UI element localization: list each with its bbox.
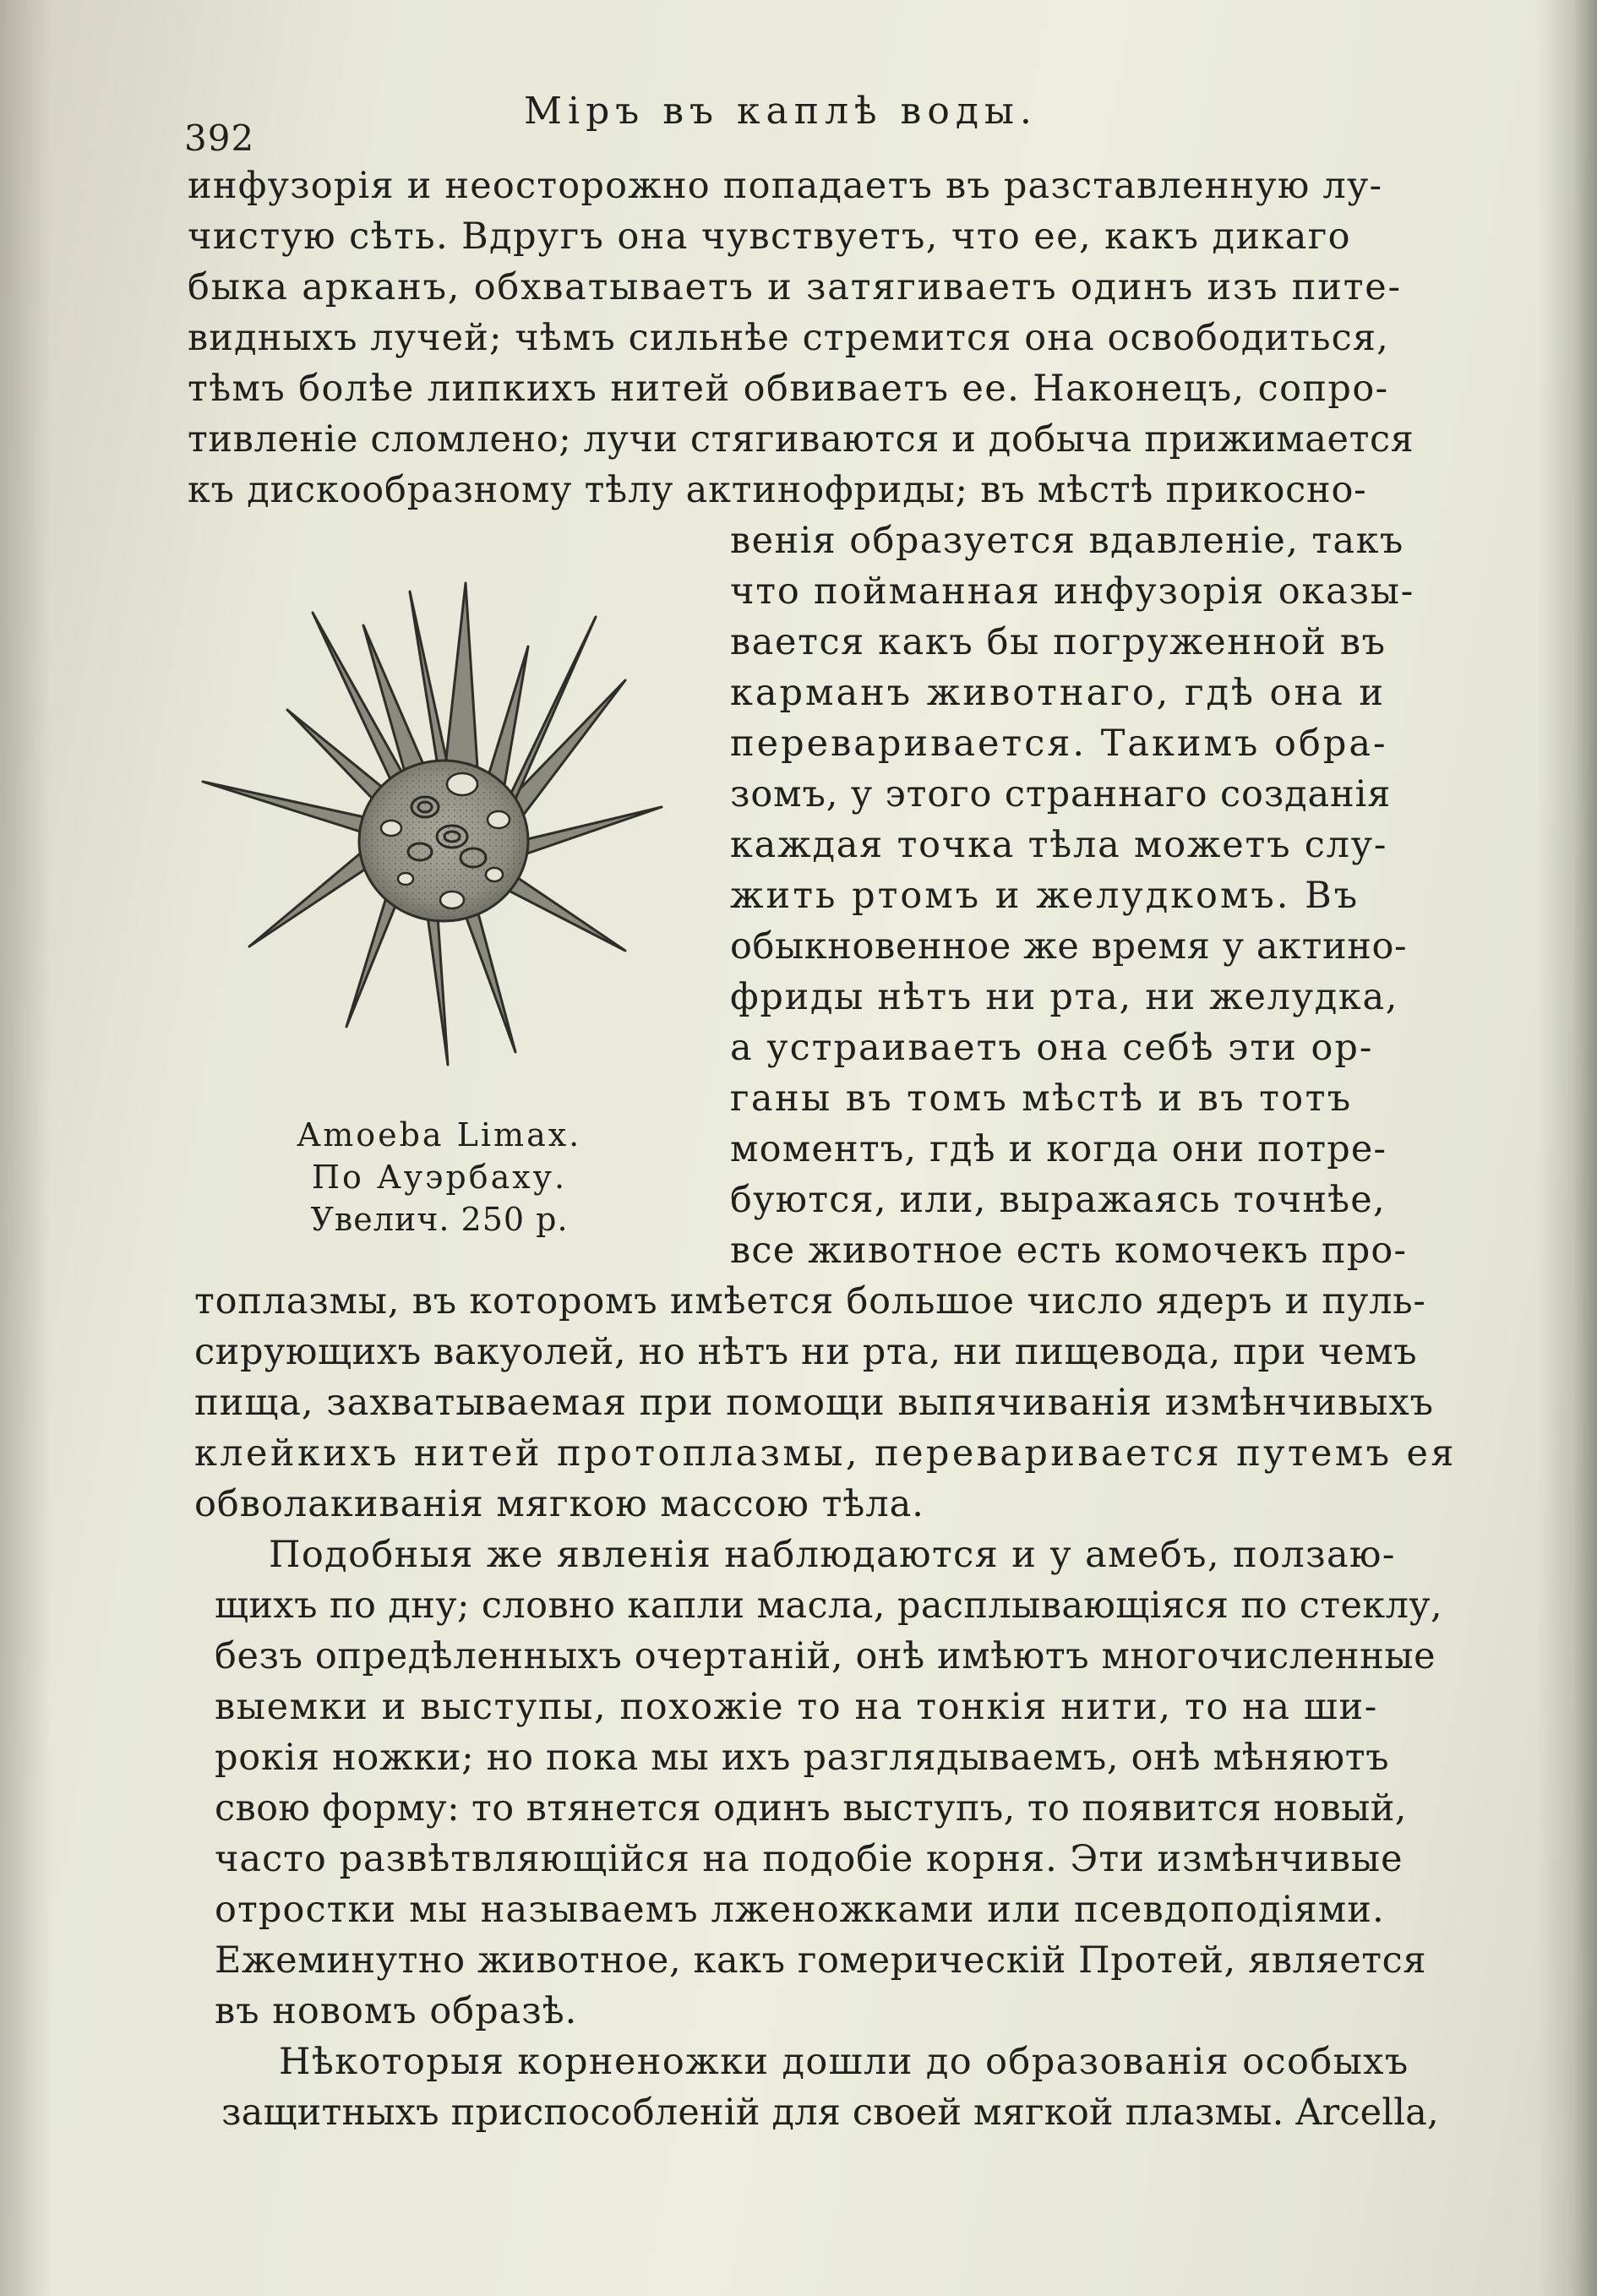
text-line: карманъ животнаго, гдѣ она и	[730, 672, 1387, 714]
text-line: все животное есть комочекъ про-	[730, 1230, 1408, 1272]
text-line: Нѣкоторыя корненожки дошли до образованія особыхъ	[279, 2041, 1409, 2083]
text-line: къ дискообразному тѣлу актинофриды; въ мѣстѣ прикосно-	[188, 469, 1367, 511]
running-title: Міръ въ каплѣ воды.	[524, 90, 1038, 133]
text-line: инфузорія и неосторожно попадаетъ въ разставленную лу-	[188, 165, 1383, 207]
text-line: отростки мы называемъ лженожками или псевдоподіями.	[215, 1889, 1385, 1931]
figure-caption-magnification: Увелич. 250 р.	[310, 1201, 569, 1238]
text-line: обволакиванія мягкою массою тѣла.	[194, 1483, 924, 1525]
text-line: жить ртомъ и желудкомъ. Въ	[730, 875, 1360, 917]
text-line: пища, захватываемая при помощи выпячиванія измѣнчивыхъ	[194, 1382, 1434, 1424]
text-line: топлазмы, въ которомъ имѣется большое число ядеръ и пуль-	[194, 1280, 1426, 1323]
text-line: свою форму: то втянется одинъ выступъ, то появится новый,	[215, 1787, 1407, 1830]
text-line: Ежеминутно животное, какъ гомерическій Протей, является	[215, 1939, 1427, 1982]
text-line: выемки и выступы, похожіе то на тонкія нити, то на ши-	[215, 1686, 1378, 1728]
text-line: зомъ, у этого страннаго созданія	[730, 773, 1392, 815]
figure-caption-title: Amoeba Limax.	[297, 1116, 582, 1153]
text-line: въ новомъ образѣ.	[215, 1990, 578, 2032]
page-edge-shadow	[1538, 0, 1597, 2296]
text-line: переваривается. Такимъ обра-	[730, 723, 1388, 765]
text-line: тѣмъ болѣе липкихъ нитей обвиваетъ ее. Наконецъ, сопро-	[188, 368, 1389, 410]
text-line: часто развѣтвляющійся на подобіе корня. Эти измѣнчивые	[215, 1838, 1404, 1880]
text-line: клейкихъ нитей протоплазмы, переваривается путемъ ея	[194, 1432, 1457, 1475]
text-line: буются, или, выражаясь точнѣе,	[730, 1179, 1386, 1221]
text-line: тивленіе сломлено; лучи стягиваются и добыча прижимается	[188, 418, 1414, 461]
page-number: 392	[184, 117, 255, 159]
text-line: Подобныя же явленія наблюдаются и у амебъ, ползаю-	[269, 1534, 1396, 1576]
text-line: ганы въ томъ мѣстѣ и въ тотъ	[730, 1077, 1353, 1120]
text-line: а устраиваетъ она себѣ эти ор-	[730, 1027, 1374, 1069]
text-line: видныхъ лучей; чѣмъ сильнѣе стремится она освободиться,	[188, 317, 1389, 359]
text-line: каждая точка тѣла можетъ слу-	[730, 824, 1388, 866]
text-line: обыкновенное же время у актино-	[730, 925, 1408, 968]
amoeba-illustration	[199, 566, 672, 1073]
text-line: фриды нѣтъ ни рта, ни желудка,	[730, 976, 1399, 1018]
text-line: что пойманная инфузорія оказы-	[730, 570, 1415, 613]
text-line: венія образуется вдавленіе, такъ	[730, 520, 1404, 562]
text-line: чистую сѣть. Вдругъ она чувствуетъ, что ее, какъ дикаго	[188, 215, 1351, 258]
text-line: сирующихъ вакуолей, но нѣтъ ни рта, ни пищевода, при чемъ	[194, 1331, 1418, 1373]
text-line: щихъ по дну; словно капли масла, расплывающіяся по стеклу,	[215, 1584, 1443, 1627]
text-line: моментъ, гдѣ и когда они потре-	[730, 1128, 1387, 1170]
text-line: вается какъ бы погруженной въ	[730, 621, 1387, 663]
text-line: быка арканъ, обхватываетъ и затягиваетъ одинъ изъ пите-	[188, 266, 1402, 308]
text-line: рокія ножки; но пока мы ихъ разглядываемъ, онѣ мѣняютъ	[215, 1737, 1390, 1779]
figure-caption-source: По Ауэрбаху.	[311, 1159, 568, 1196]
spine-shadow	[0, 0, 51, 2296]
text-line: защитныхъ приспособленій для своей мягкой плазмы. Arcella,	[221, 2091, 1439, 2134]
amoeba-engraving	[199, 566, 672, 1073]
text-line: безъ опредѣленныхъ очертаній, онѣ имѣютъ многочисленные	[215, 1635, 1436, 1677]
